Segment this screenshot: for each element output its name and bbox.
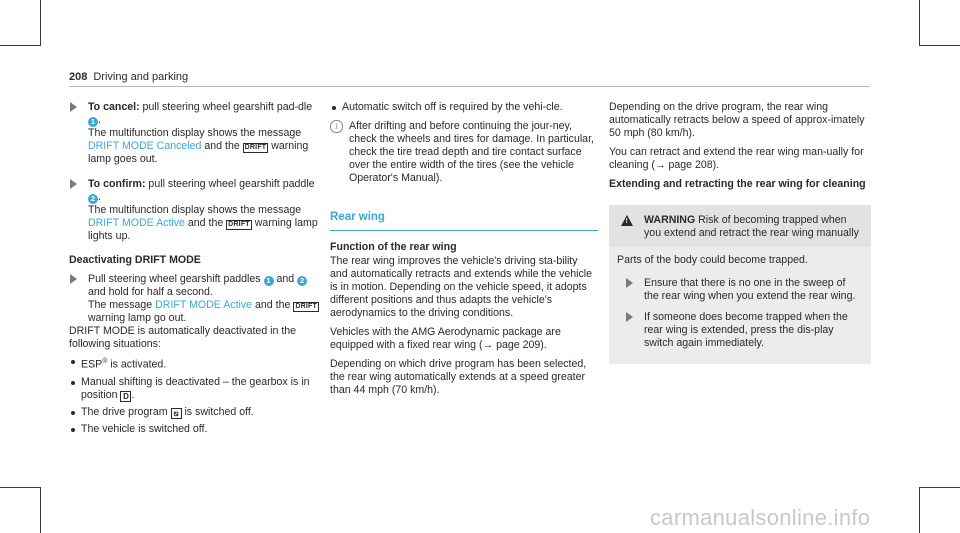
text: warning lamp go out. xyxy=(88,312,187,324)
note xyxy=(330,120,598,185)
step-arrow-icon xyxy=(70,274,77,284)
text: is switched off. xyxy=(181,405,254,418)
step-lead: To cancel: xyxy=(88,101,140,113)
bullet-dot xyxy=(71,428,75,432)
bullet-dot xyxy=(71,360,75,364)
crop-mark xyxy=(919,45,960,46)
info-icon: i xyxy=(330,120,343,133)
list-item xyxy=(69,423,325,436)
section-title: Driving and parking xyxy=(93,71,189,83)
text: ). xyxy=(540,339,547,351)
function-text: The rear wing improves the vehicle's driving sta-bility and automatically retracts and extends while the vehicle is in motion. Depending on the vehicle speed, it adopts different positions and thus adapts the vehicle's aerodynamics to the driving conditions. xyxy=(330,255,593,319)
step-text: Ensure that there is no one in the sweep of the rear wing when you extend the rear wing. xyxy=(644,277,856,302)
bullet-dot xyxy=(71,381,75,385)
warning-box xyxy=(609,205,871,364)
text: ). xyxy=(712,159,720,171)
step-arrow-icon xyxy=(70,179,77,189)
warning-label: WARNING xyxy=(644,214,696,226)
cleaning-heading: Extending and retracting the rear wing for cleaning xyxy=(609,178,866,190)
display-message: DRIFT MODE Canceled xyxy=(88,140,202,152)
drift-warning-lamp-icon: DRIFT xyxy=(295,303,317,310)
text: The message xyxy=(88,299,156,311)
step-text xyxy=(88,273,325,299)
text: Automatic switch off is required by the vehi-cle. xyxy=(342,101,563,113)
warning-body-text: Parts of the body could become trapped. xyxy=(617,254,808,266)
registered-mark: ® xyxy=(102,358,108,365)
column-left xyxy=(69,101,325,436)
text: The vehicle is switched off. xyxy=(81,422,208,435)
watermark: carmanualsonline.info xyxy=(650,505,871,530)
drift-warning-lamp-icon: DRIFT xyxy=(244,144,267,151)
amg-text xyxy=(330,326,598,352)
callout-2-icon: 2 xyxy=(297,276,307,286)
text: and the xyxy=(252,299,294,311)
gear-position-d-icon: D xyxy=(120,391,131,402)
text: and hold for half a second. xyxy=(88,286,213,298)
text: The drive program xyxy=(81,405,171,418)
text: . xyxy=(98,114,101,126)
cleaning-text xyxy=(609,146,871,172)
drive-program-icon: ⧅ xyxy=(171,408,182,419)
warning-title xyxy=(617,214,863,240)
display-message: DRIFT MODE Active xyxy=(155,299,253,311)
deactivating-heading: Deactivating DRIFT MODE xyxy=(69,254,201,266)
column-right xyxy=(609,101,871,364)
step-lead: To confirm: xyxy=(88,178,146,190)
drive-program-text: Depending on which drive program has been selected, the rear wing automatically extends at a speed greater than 44 mph (70 km/h). xyxy=(330,358,587,396)
bullet-dot xyxy=(332,106,336,110)
auto-deactivation-text: DRIFT MODE is automatically deactivated in the following situations: xyxy=(69,325,297,350)
callout-1-icon: 1 xyxy=(264,276,274,286)
callout-1-icon: 1 xyxy=(88,117,98,127)
note-text: After drifting and before continuing the jour-ney, check the wheels and tires for damage. In particular, check the tire tread depth and tire contact surface over the entire width of the tires (see the vehicle Operator's Manual). xyxy=(349,120,594,184)
step-deactivate xyxy=(69,273,325,325)
warning-step xyxy=(617,311,863,350)
text: warning lamp goes out. xyxy=(88,140,309,165)
step-text xyxy=(88,101,325,127)
text: Pull steering wheel gearshift paddles xyxy=(88,273,264,285)
crop-mark xyxy=(919,0,920,46)
step-result xyxy=(88,127,325,166)
page-reference-link[interactable]: → page 208 xyxy=(654,159,713,171)
warning-body xyxy=(609,247,871,364)
text: . xyxy=(98,191,101,203)
crop-mark xyxy=(919,487,920,533)
text: ESP xyxy=(81,358,103,371)
text: is activated. xyxy=(107,358,167,371)
warning-step xyxy=(617,277,863,303)
step-confirm xyxy=(69,178,325,243)
exclamation-icon: ! xyxy=(625,218,628,225)
step-result xyxy=(88,204,325,243)
text: The multifunction display shows the message xyxy=(88,127,302,139)
text: Risk of becoming trapped when you extend and retract the rear wing manually xyxy=(644,214,859,239)
list-item xyxy=(69,406,325,419)
list-item xyxy=(330,101,598,114)
crop-mark xyxy=(919,487,960,488)
step-arrow-icon xyxy=(626,278,633,288)
text: and the xyxy=(201,140,243,152)
page-number: 208 xyxy=(69,71,88,83)
drift-warning-lamp-icon: DRIFT xyxy=(228,221,250,228)
text: . xyxy=(131,388,135,401)
text: pull steering wheel gearshift pad-dle xyxy=(139,101,313,113)
step-text: If someone does become trapped when the rear wing is extended, press the dis-play switch again immediately. xyxy=(644,311,848,349)
step-text xyxy=(88,178,325,204)
display-message: DRIFT MODE Active xyxy=(88,217,185,229)
crop-mark xyxy=(40,0,41,46)
text: and the xyxy=(184,217,227,229)
header-rule xyxy=(69,86,870,87)
step-arrow-icon xyxy=(626,312,633,322)
retract-text: Depending on the drive program, the rear wing automatically retracts below a speed of approx-imately 50 mph (80 km/h). xyxy=(609,101,865,139)
page-header xyxy=(69,71,188,84)
text: Manual shifting is deactivated – the gearbox is in position xyxy=(81,375,310,401)
step-arrow-icon xyxy=(70,102,77,112)
crop-mark xyxy=(40,487,41,533)
bullet-dot xyxy=(71,411,75,415)
crop-mark xyxy=(0,487,41,488)
step-cancel xyxy=(69,101,325,166)
text: and xyxy=(273,273,298,285)
warning-header xyxy=(609,205,871,247)
section-heading-rear-wing: Rear wing xyxy=(330,211,598,231)
page-reference-link[interactable]: → page 209 xyxy=(482,339,541,351)
crop-mark xyxy=(0,45,41,46)
text: warning lamp lights up. xyxy=(88,217,318,242)
text: You can retract and extend the rear wing man-ually for cleaning ( xyxy=(609,146,864,171)
text: Vehicles with the AMG Aerodynamic package are equipped with a fixed rear wing ( xyxy=(330,326,561,351)
text: pull steering wheel gearshift paddle xyxy=(145,178,315,190)
text: The multifunction display shows the message xyxy=(88,204,302,216)
function-heading: Function of the rear wing xyxy=(330,241,457,253)
callout-2-icon: 2 xyxy=(88,194,98,204)
list-item xyxy=(69,376,325,402)
column-middle xyxy=(330,101,598,397)
list-item xyxy=(69,355,325,372)
step-result xyxy=(88,299,325,325)
